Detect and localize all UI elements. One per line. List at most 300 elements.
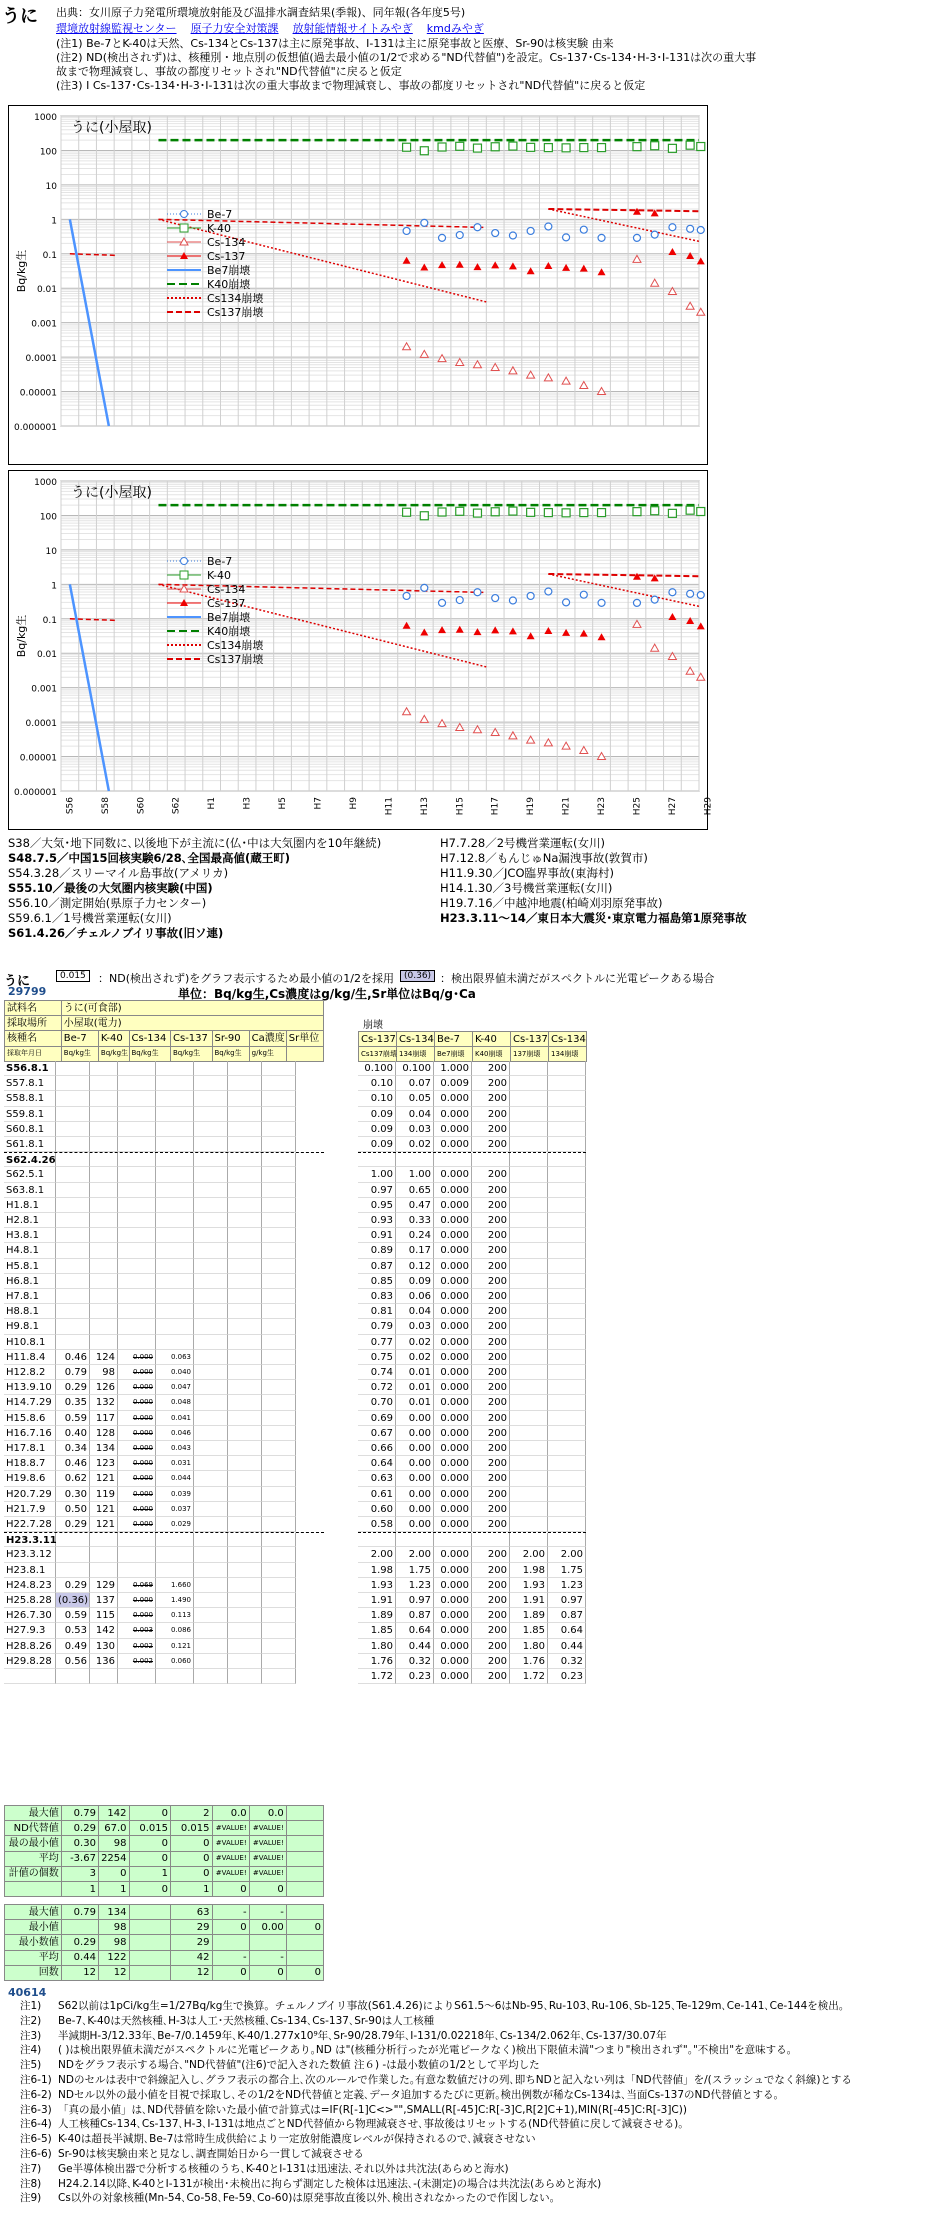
table-cell: [156, 1091, 194, 1106]
table-cell: [262, 1107, 296, 1122]
table-cell: [118, 1228, 156, 1243]
table-cell: [118, 1061, 156, 1076]
decay-head-sub: 134崩壊: [397, 1047, 435, 1062]
table-cell: [262, 1091, 296, 1106]
decay-cell: 0.85: [358, 1274, 396, 1289]
decay-cell: 200: [472, 1183, 510, 1198]
stat-cell: 0: [129, 1836, 171, 1851]
table-cell: [118, 1274, 156, 1289]
decay-cell: 0.09: [358, 1122, 396, 1137]
decay-cell: 0.44: [548, 1639, 586, 1654]
event-right: H7.7.28／2号機営業運転(女川): [440, 836, 606, 850]
decay-row: [358, 1350, 586, 1365]
decay-cell: [548, 1335, 586, 1350]
table-row: [4, 1213, 324, 1228]
stat-cell: [286, 1950, 323, 1965]
x-tick-label: H25: [632, 797, 643, 816]
note-top-3: 故まで物理減衰し、事故の都度リセットされ"ND代替値"に戻ると仮定: [56, 65, 402, 78]
stats-table-2: [4, 1904, 324, 1981]
decay-row: [358, 1456, 586, 1471]
head-unit: Bq/kg生: [98, 1046, 129, 1061]
table-cell: [90, 1137, 118, 1152]
chart-1: [8, 105, 708, 465]
legend-label: Cs134崩壊: [207, 292, 264, 305]
decay-cell: 0.72: [358, 1380, 396, 1395]
decay-cell: [548, 1395, 586, 1410]
k40-point: [598, 509, 606, 517]
table-cell: [56, 1304, 90, 1319]
decay-row: [358, 1639, 586, 1654]
head-place: 採取場所: [5, 1016, 62, 1031]
table-cell: 0.029: [156, 1517, 194, 1532]
decay-cell: 0.74: [358, 1365, 396, 1380]
table-cell: [262, 1547, 296, 1562]
k40-point: [438, 143, 446, 151]
table-cell: 132: [90, 1395, 118, 1410]
stat-row: [5, 1950, 324, 1965]
table-cell: [194, 1183, 228, 1198]
decay-cell: 0.000: [434, 1441, 472, 1456]
stat-cell: 0: [129, 1881, 171, 1896]
table-cell: [262, 1274, 296, 1289]
decay-cell: [548, 1380, 586, 1395]
k40-point: [420, 512, 428, 520]
decay-cell: 0.000: [434, 1228, 472, 1243]
table-cell: 0.53: [56, 1623, 90, 1638]
decay-row: [358, 1152, 586, 1167]
note-text: Be-7､K-40は天然核種､H-3は人工･天然核種､Cs-134､Cs-137､Sr-90は人工核種: [58, 2014, 435, 2027]
table-cell: H22.7.28: [4, 1517, 56, 1532]
table-cell: S60.8.1: [4, 1122, 56, 1137]
decay-cell: [548, 1289, 586, 1304]
decay-cell: 0.09: [396, 1274, 434, 1289]
decay-cell: 0.17: [396, 1243, 434, 1258]
table-cell: 0.002: [118, 1639, 156, 1654]
y-tick-label: 100: [39, 512, 57, 523]
table-cell: S62.5.1: [4, 1167, 56, 1182]
table-cell: H12.8.2: [4, 1365, 56, 1380]
stat-row: [5, 1866, 324, 1881]
decay-cell: 0.70: [358, 1395, 396, 1410]
y-tick-label: 0.000001: [14, 423, 57, 433]
stat-cell: [61, 1920, 98, 1935]
decay-cell: 0.61: [358, 1487, 396, 1502]
data-table-head: [4, 1000, 324, 1062]
y-tick-label: 1000: [34, 113, 57, 123]
legend-marker: [181, 558, 188, 565]
decay-cell: 1.75: [396, 1563, 434, 1578]
decay-cell: 1.23: [396, 1578, 434, 1593]
table-cell: 0.086: [156, 1623, 194, 1638]
note-key: 注5): [20, 2059, 42, 2072]
decay-row: [358, 1380, 586, 1395]
table-cell: [228, 1487, 262, 1502]
table-row: [4, 1532, 324, 1547]
table-row: [4, 1350, 324, 1365]
event-right: H7.12.8／もんじゅNa漏洩事故(敦賀市): [440, 851, 648, 865]
stat-cell: 29: [171, 1935, 213, 1950]
table-cell: [262, 1578, 296, 1593]
decay-cell: 200: [472, 1122, 510, 1137]
decay-cell: [548, 1228, 586, 1243]
note-key: 注6-5): [20, 2133, 52, 2146]
decay-cell: 1.00: [358, 1167, 396, 1182]
legend-label: Cs-137: [207, 597, 246, 610]
decay-cell: [510, 1426, 548, 1441]
table-cell: 130: [90, 1639, 118, 1654]
stat-cell: 0: [129, 1806, 171, 1821]
decay-cell: 0.66: [358, 1441, 396, 1456]
event-left: S38／大気･地下同数に､以後地下が主流に(仏･中は大気圏内を10年継続): [8, 836, 382, 850]
x-tick-label: S62: [171, 797, 182, 815]
table-cell: [262, 1319, 296, 1334]
note-bottom: [20, 2118, 683, 2131]
table-cell: H9.8.1: [4, 1319, 56, 1334]
stat-cell: [129, 1935, 171, 1950]
decay-cell: 0.64: [396, 1623, 434, 1638]
table-cell: [228, 1304, 262, 1319]
stat-cell: 0.29: [61, 1821, 98, 1836]
table-cell: [228, 1076, 262, 1091]
stat-row: [5, 1881, 324, 1896]
stat-cell: 平均: [5, 1950, 62, 1965]
x-tick-label: H27: [667, 797, 678, 816]
table-row: [4, 1304, 324, 1319]
decay-cell: [358, 1153, 396, 1167]
link-radioactivity-site[interactable]: 放射能情報サイトみやぎ: [292, 22, 413, 35]
x-tick-label: H3: [242, 797, 253, 810]
table-cell: [194, 1319, 228, 1334]
decay-cell: 0.32: [396, 1654, 434, 1669]
table-cell: [194, 1289, 228, 1304]
table-cell: H20.7.29: [4, 1487, 56, 1502]
x-tick-label: H13: [419, 797, 430, 816]
table-cell: [56, 1563, 90, 1578]
table-cell: [56, 1137, 90, 1152]
be7-point: [580, 591, 587, 598]
decay-head-nuclide: Cs-137: [359, 1032, 397, 1047]
table-cell: [228, 1441, 262, 1456]
decay-cell: 0.89: [358, 1243, 396, 1258]
decay-cell: 0.32: [548, 1654, 586, 1669]
decay-cell: 1.85: [510, 1623, 548, 1638]
stat-cell: -: [212, 1950, 249, 1965]
table-cell: [194, 1608, 228, 1623]
table-cell: 0.000: [118, 1608, 156, 1623]
table-cell: [228, 1137, 262, 1152]
stat-cell: 122: [98, 1950, 129, 1965]
table-cell: [262, 1502, 296, 1517]
table-cell: 0.000: [118, 1395, 156, 1410]
decay-cell: [548, 1441, 586, 1456]
table-cell: [228, 1669, 262, 1684]
note-bottom: [20, 2133, 536, 2146]
table-cell: [194, 1198, 228, 1213]
legend-marker: [180, 224, 188, 232]
stat-cell: 1: [61, 1881, 98, 1896]
table-cell: [156, 1213, 194, 1228]
table-cell: [90, 1153, 118, 1167]
event-left: S55.10／最後の大気圏内核実験(中国): [8, 881, 213, 895]
decay-cell: [510, 1319, 548, 1334]
y-tick-label: 10: [45, 181, 57, 192]
decay-cell: 200: [472, 1274, 510, 1289]
table-cell: [262, 1335, 296, 1350]
table-cell: [90, 1107, 118, 1122]
stat-cell: 12: [98, 1965, 129, 1980]
table-cell: 0.35: [56, 1395, 90, 1410]
note-top-4: (注3) I Cs-137･Cs-134･H-3･I-131は次の重大事故まで物理減衰し、事故の都度リセットされ"ND代替値"に戻ると仮定: [56, 79, 646, 92]
x-tick-label: H21: [561, 797, 572, 816]
table-cell: [56, 1167, 90, 1182]
table-cell: [228, 1153, 262, 1167]
table-cell: S62.4.26: [6, 1155, 56, 1167]
decay-cell: 0.000: [434, 1578, 472, 1593]
be7-point: [403, 227, 410, 234]
stat-cell: #VALUE!: [212, 1821, 249, 1836]
head-sample-name: うに(可食部): [61, 1001, 323, 1016]
stat-cell: ND代替値: [5, 1821, 62, 1836]
legend-label: Be7崩壊: [207, 611, 251, 624]
table-cell: [194, 1350, 228, 1365]
event-right: H19.7.16／中越沖地震(柏崎刈羽原発事故): [440, 896, 663, 910]
y-tick-label: 0.0001: [25, 354, 57, 365]
table-row: [4, 1517, 324, 1532]
stat-cell: 0.29: [61, 1935, 98, 1950]
table-cell: [156, 1669, 194, 1684]
table-cell: [262, 1076, 296, 1091]
stat-cell: 0: [212, 1965, 249, 1980]
decay-cell: [510, 1107, 548, 1122]
decay-cell: 1.00: [396, 1167, 434, 1182]
decay-cell: 0.00: [396, 1456, 434, 1471]
decay-cell: 200: [472, 1547, 510, 1562]
k40-point: [527, 143, 535, 151]
decay-cell: [510, 1213, 548, 1228]
event-left: S56.10／測定開始(県原子力センター): [8, 896, 207, 910]
stat-cell: 0: [249, 1881, 286, 1896]
table-cell: [194, 1395, 228, 1410]
table-cell: 0.000: [118, 1441, 156, 1456]
table-cell: H4.8.1: [4, 1243, 56, 1258]
decay-cell: 0.100: [358, 1061, 396, 1076]
note-top-2: (注2) ND(検出されず)は、核種別・地点別の仮想値(過去最小値の1/2で求める"ND代替値")を設定。Cs-137･Cs-134･H-3･I-131は次の重大事: [56, 51, 757, 64]
event-right: H14.1.30／3号機営業運転(女川): [440, 881, 613, 895]
decay-cell: 1.93: [510, 1578, 548, 1593]
decay-cell: [548, 1426, 586, 1441]
link-monitoring-center[interactable]: 環境放射線監視センター: [56, 22, 177, 35]
decay-cell: 0.000: [434, 1183, 472, 1198]
table-row: [4, 1426, 324, 1441]
decay-cell: 0.10: [358, 1076, 396, 1091]
decay-row: [358, 1532, 586, 1547]
table-cell: [228, 1608, 262, 1623]
table-cell: S56.8.1: [4, 1061, 56, 1076]
decay-cell: [510, 1137, 548, 1152]
table-row: [4, 1152, 324, 1167]
table-cell: [156, 1335, 194, 1350]
table-cell: [156, 1547, 194, 1562]
decay-cell: [548, 1183, 586, 1198]
table-cell: H5.8.1: [4, 1259, 56, 1274]
decay-cell: 0.000: [434, 1654, 472, 1669]
table-row: [4, 1198, 324, 1213]
table-cell: 0.56: [56, 1654, 90, 1669]
stat-row: [5, 1806, 324, 1821]
decay-cell: [548, 1502, 586, 1517]
decay-cell: 0.04: [396, 1304, 434, 1319]
k40-point: [686, 506, 694, 514]
decay-cell: 0.93: [358, 1213, 396, 1228]
decay-cell: 200: [472, 1593, 510, 1608]
stat-cell: [129, 1905, 171, 1920]
decay-cell: 2.00: [510, 1547, 548, 1562]
table-cell: 0.000: [118, 1487, 156, 1502]
note-key: 注1): [20, 2000, 42, 2012]
k40-point: [403, 143, 411, 151]
decay-head-sub: 137崩壊: [511, 1047, 549, 1062]
table-cell: 1.660: [156, 1578, 194, 1593]
table-cell: [228, 1335, 262, 1350]
decay-cell: 0.100: [396, 1061, 434, 1076]
table-row: [4, 1183, 324, 1198]
table-row: [4, 1365, 324, 1380]
decay-cell: 0.000: [434, 1456, 472, 1471]
table-row: [4, 1259, 324, 1274]
decay-cell: [510, 1502, 548, 1517]
table-cell: 0.62: [56, 1471, 90, 1486]
table-cell: [228, 1365, 262, 1380]
table-cell: [262, 1563, 296, 1578]
decay-cell: [510, 1456, 548, 1471]
table-cell: [228, 1319, 262, 1334]
table-cell: [56, 1669, 90, 1684]
table-cell: H2.8.1: [4, 1213, 56, 1228]
table-cell: [194, 1669, 228, 1684]
decay-cell: 0.81: [358, 1304, 396, 1319]
table-cell: [156, 1533, 194, 1547]
table-cell: S59.8.1: [4, 1107, 56, 1122]
table-cell: [228, 1289, 262, 1304]
decay-head-nuclide: Cs-134: [549, 1032, 587, 1047]
table-cell: [228, 1198, 262, 1213]
decay-cell: [510, 1411, 548, 1426]
x-tick-label: H29: [703, 797, 714, 816]
table-cell: [90, 1274, 118, 1289]
stat-cell: 回数: [5, 1965, 62, 1980]
note-key: 注2): [20, 2014, 42, 2027]
y-axis-label: Bq/kg生: [15, 614, 28, 658]
stat-row: [5, 1905, 324, 1920]
table-cell: 0.000: [118, 1426, 156, 1441]
table-cell: 0.46: [56, 1456, 90, 1471]
stat-cell: 0.79: [61, 1905, 98, 1920]
decay-cell: 1.75: [548, 1563, 586, 1578]
link-kmd[interactable]: kmdみやぎ: [426, 22, 484, 35]
head-place-name: 小屋取(電力): [61, 1016, 323, 1031]
table-cell: 0.048: [156, 1395, 194, 1410]
k40-point: [562, 144, 570, 152]
nd-example-box: 0.015: [56, 970, 90, 982]
table-cell: [90, 1547, 118, 1562]
decay-cell: 0.64: [358, 1456, 396, 1471]
table-cell: H26.7.30: [4, 1608, 56, 1623]
k40-point: [633, 143, 641, 151]
table-cell: 121: [90, 1502, 118, 1517]
table-cell: [194, 1578, 228, 1593]
decay-cell: 1.89: [358, 1608, 396, 1623]
decay-cell: [548, 1365, 586, 1380]
note-key: 注4): [20, 2044, 42, 2057]
decay-cell: 200: [472, 1198, 510, 1213]
table-cell: [262, 1471, 296, 1486]
decay-cell: 0.87: [358, 1259, 396, 1274]
decay-cell: 0.000: [434, 1350, 472, 1365]
table-row: [4, 1502, 324, 1517]
be7-point: [456, 597, 463, 604]
stat-cell: 0: [171, 1836, 213, 1851]
table-cell: [56, 1153, 90, 1167]
table-cell: 0.121: [156, 1639, 194, 1654]
decay-cell: 1.85: [358, 1623, 396, 1638]
stat-cell: 1: [98, 1881, 129, 1896]
table-cell: [194, 1243, 228, 1258]
decay-cell: 200: [472, 1395, 510, 1410]
table-cell: [56, 1213, 90, 1228]
table-cell: [228, 1107, 262, 1122]
table-cell: [194, 1091, 228, 1106]
paren-text: ：検出限界値未満だがスペクトルに光電ピークある場合: [440, 972, 715, 985]
stat-cell: 0: [171, 1866, 213, 1881]
table-cell: [262, 1456, 296, 1471]
decay-cell: [510, 1335, 548, 1350]
decay-cell: [548, 1471, 586, 1486]
unit-line: 単位：Bq/kg生,Cs濃度はg/kg/生,Sr単位はBq/g･Ca: [178, 987, 476, 1001]
k40-point: [580, 509, 588, 517]
k40-point: [473, 509, 481, 517]
note-key: 注7): [20, 2162, 42, 2175]
decay-cell: 0.000: [434, 1198, 472, 1213]
table-cell: [56, 1319, 90, 1334]
decay-cell: 0.00: [396, 1471, 434, 1486]
table-cell: [56, 1243, 90, 1258]
note-text: 「真の最小値」は､ND代替値を除いた最小値で計算式は=IF(R[-1]C<>"",SMALL(R[-45]C:R[-3]C,R[2]C+1),MIN(R[-45]C:R[-3]C)): [58, 2103, 687, 2116]
table-row: [4, 1411, 324, 1426]
decay-cell: [510, 1091, 548, 1106]
table-cell: [228, 1426, 262, 1441]
link-nuclear-safety[interactable]: 原子力安全対策課: [190, 22, 279, 35]
legend-label: Be-7: [207, 555, 233, 568]
x-tick-label: H7: [313, 797, 324, 810]
decay-cell: 0.75: [358, 1350, 396, 1365]
table-cell: [194, 1365, 228, 1380]
decay-head-nuclide: Cs-137: [511, 1032, 549, 1047]
decay-cell: 1.98: [510, 1563, 548, 1578]
table-cell: 0.031: [156, 1456, 194, 1471]
table-cell: [118, 1259, 156, 1274]
stat-cell: 142: [98, 1806, 129, 1821]
head-nuclide: 核種名: [5, 1031, 62, 1046]
table-cell: 0.043: [156, 1441, 194, 1456]
table-row: [4, 1319, 324, 1334]
y-tick-label: 10: [45, 546, 57, 557]
decay-cell: 0.97: [396, 1593, 434, 1608]
table-cell: H23.3.12: [4, 1547, 56, 1562]
table-cell: [194, 1122, 228, 1137]
decay-row: [358, 1137, 586, 1152]
table-cell: [118, 1183, 156, 1198]
table-row: [4, 1167, 324, 1182]
